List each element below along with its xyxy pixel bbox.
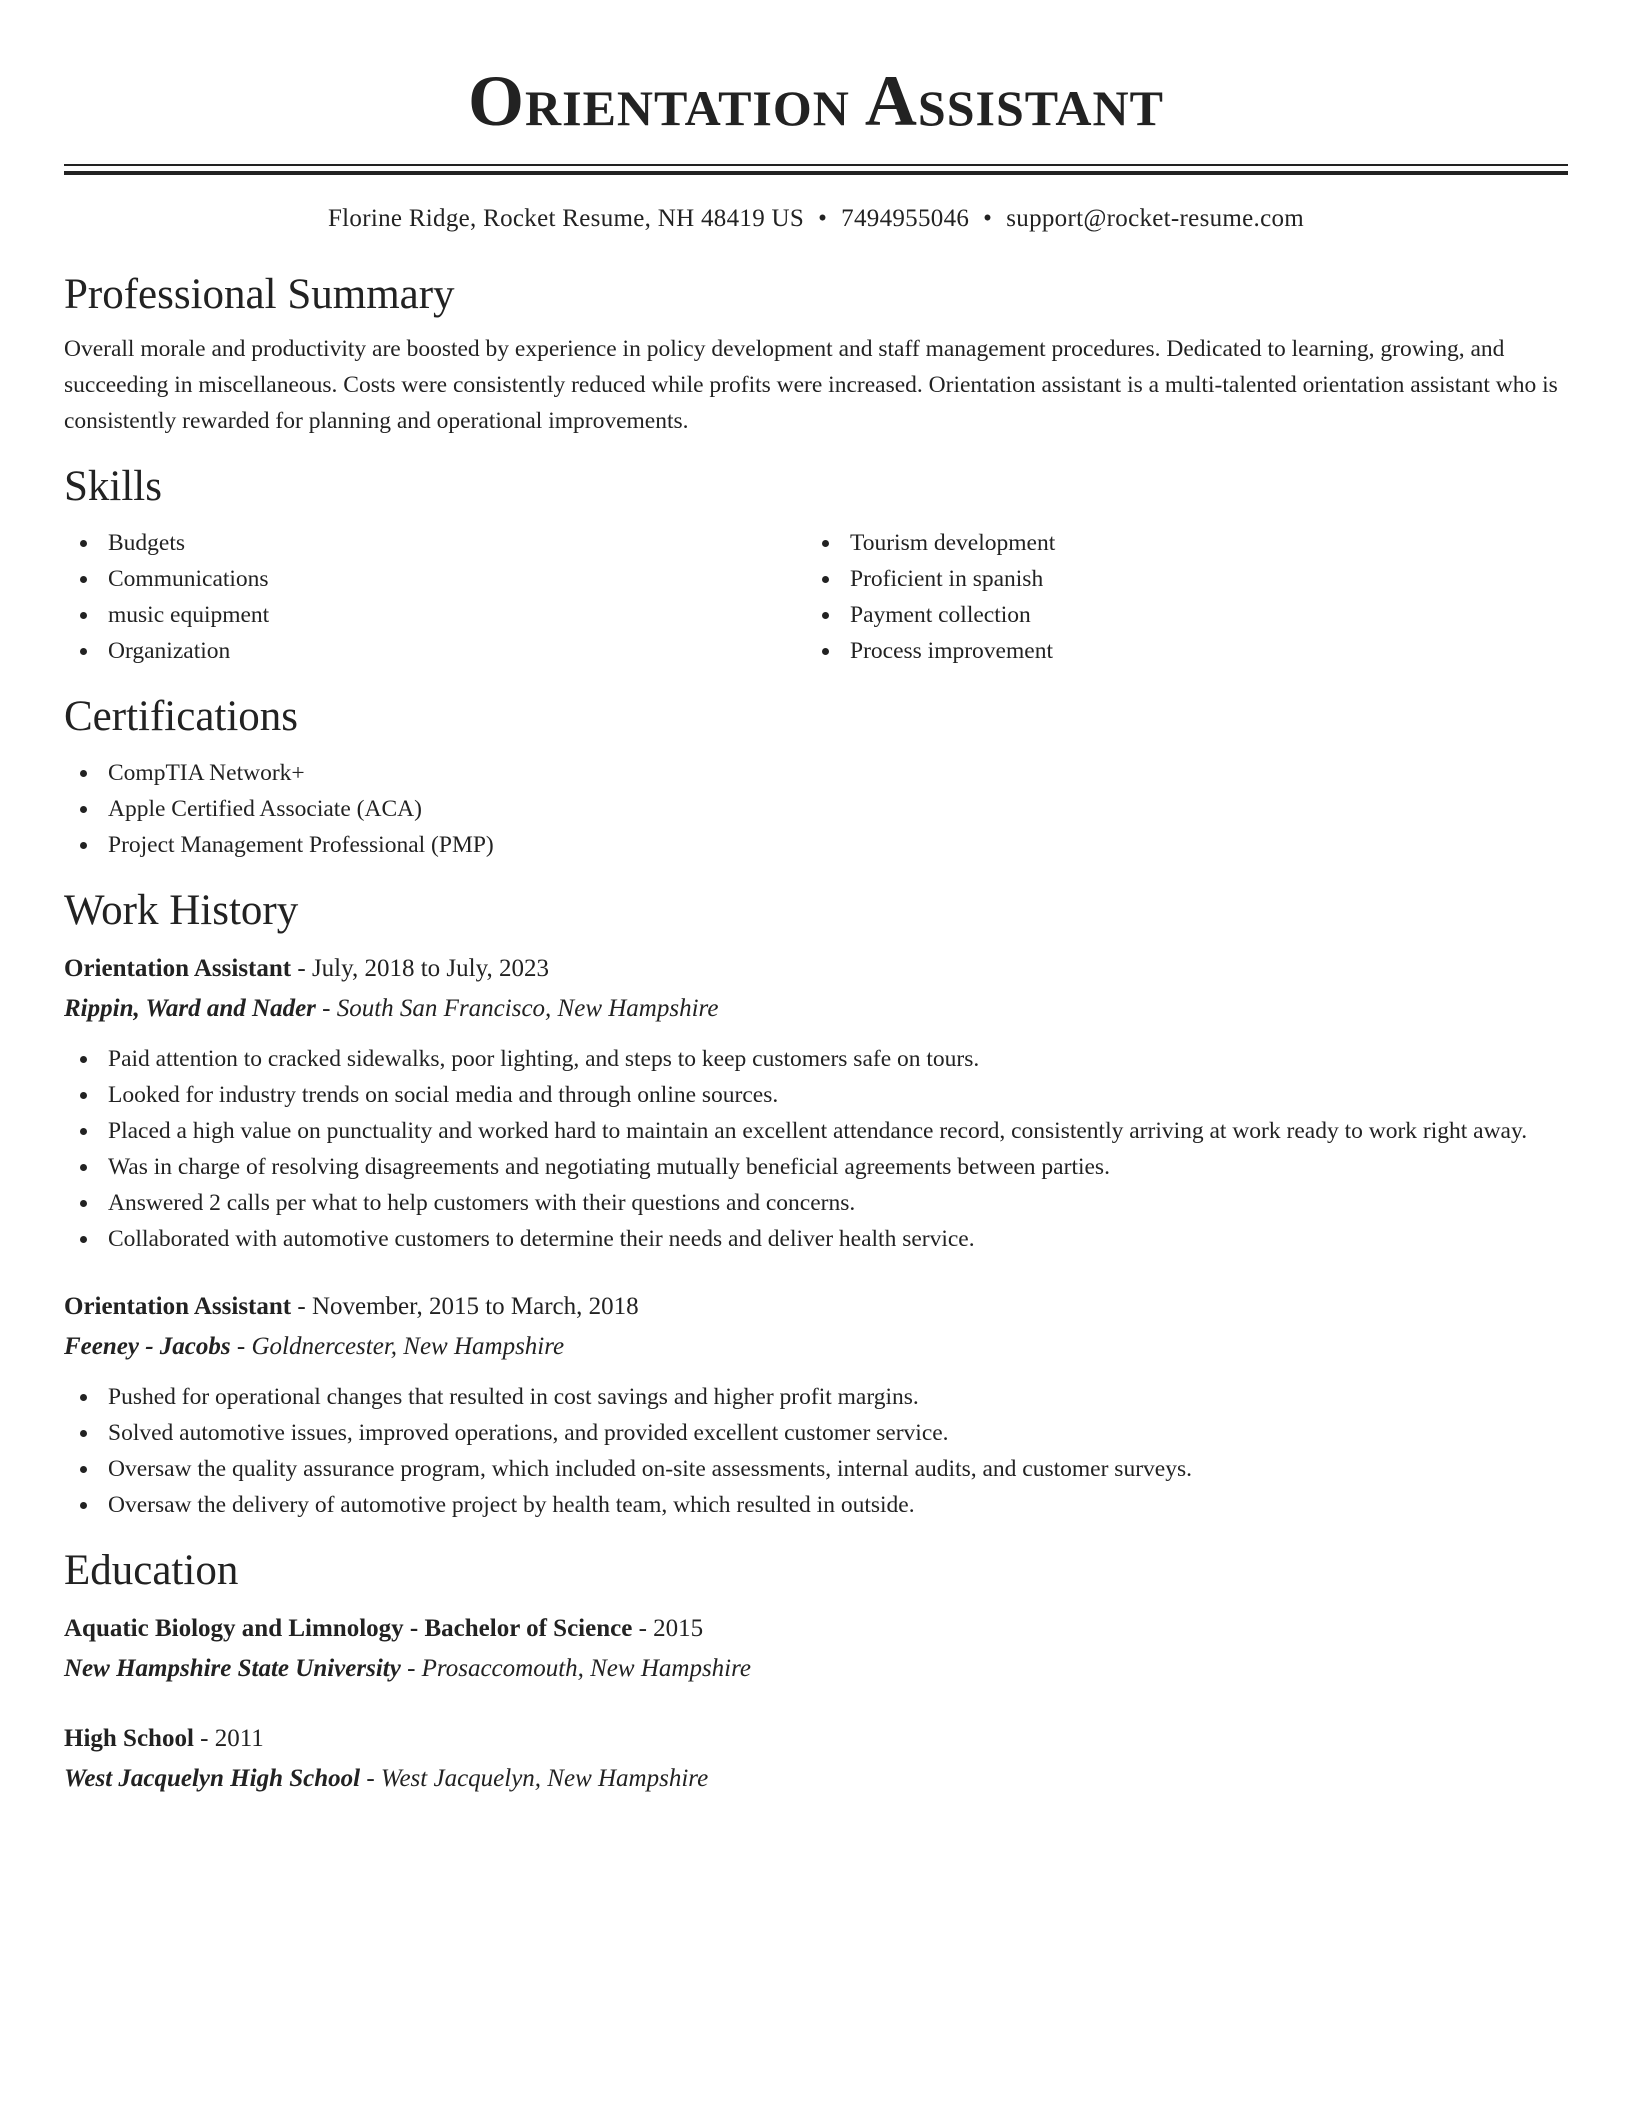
skill-item: Tourism development — [806, 525, 1548, 561]
contact-separator: • — [983, 205, 993, 232]
job-bullet: Looked for industry trends on social media and through online sources. — [64, 1077, 1568, 1113]
job-dates: July, 2018 to July, 2023 — [311, 955, 549, 982]
certification-item: Apple Certified Associate (ACA) — [64, 791, 1568, 827]
education-degree: High School — [64, 1725, 194, 1752]
education-year: 2015 — [653, 1615, 704, 1642]
contact-address: Florine Ridge, Rocket Resume, NH 48419 US — [327, 205, 805, 232]
education-school-line: New Hampshire State University - Prosaccomouth, New Hampshire — [64, 1655, 752, 1682]
section-heading-summary: Professional Summary — [64, 271, 455, 318]
job-entry — [64, 949, 1568, 1257]
job-company: Feeney - Jacobs — [64, 1333, 231, 1360]
contact-line — [64, 202, 1568, 236]
job-bullet: Solved automotive issues, improved operations, and provided excellent customer service. — [64, 1415, 1568, 1451]
certification-item: CompTIA Network+ — [64, 755, 1568, 791]
education-school: New Hampshire State University — [64, 1655, 401, 1682]
job-location: South San Francisco, New Hampshire — [336, 995, 719, 1022]
skill-item: music equipment — [64, 597, 806, 633]
job-bullet: Collaborated with automotive customers to determine their needs and deliver health service. — [64, 1221, 1568, 1257]
section-heading-education: Education — [64, 1547, 239, 1594]
job-location: Goldnercester, New Hampshire — [251, 1333, 565, 1360]
skill-item: Organization — [64, 633, 806, 669]
job-title-line: Orientation Assistant - July, 2018 to July, 2023 — [64, 955, 549, 982]
job-entry — [64, 1287, 1568, 1523]
summary-text: Overall morale and productivity are boosted by experience in policy development and staff management procedures. Dedicated to learning, growing, and succeeding in miscellaneous. Costs were consistently reduced while profits were increased. Orientation assistant is a multi-talented orientation assistant who is consistently rewarded for planning and operational improvements. — [64, 336, 1558, 434]
contact-phone: 7494955046 — [841, 205, 970, 232]
job-company: Rippin, Ward and Nader — [64, 995, 316, 1022]
job-title: Orientation Assistant — [64, 955, 292, 982]
education-degree-line: High School - 2011 — [64, 1725, 264, 1752]
certification-item: Project Management Professional (PMP) — [64, 827, 1568, 863]
education-year: 2011 — [214, 1725, 264, 1752]
skill-item: Payment collection — [806, 597, 1548, 633]
job-company-line: Rippin, Ward and Nader - South San Francisco, New Hampshire — [64, 995, 719, 1022]
skill-item: Communications — [64, 561, 806, 597]
education-degree: Aquatic Biology and Limnology - Bachelor of Science — [64, 1615, 633, 1642]
education-location: Prosaccomouth, New Hampshire — [421, 1655, 752, 1682]
skill-item: Process improvement — [806, 633, 1548, 669]
education-school-line: West Jacquelyn High School - West Jacquelyn, New Hampshire — [64, 1765, 709, 1792]
divider-line-thick — [64, 171, 1568, 175]
skills-list — [64, 525, 1568, 669]
section-heading-certifications: Certifications — [64, 693, 299, 740]
job-dates: November, 2015 to March, 2018 — [311, 1293, 639, 1320]
header-divider — [64, 164, 1568, 176]
skills-column-left — [64, 525, 806, 669]
contact-email: support@rocket-resume.com — [1006, 205, 1305, 232]
section-heading-skills: Skills — [64, 463, 162, 510]
job-bullet: Placed a high value on punctuality and worked hard to maintain an excellent attendance record, consistently arriving at work ready to work right away. — [64, 1113, 1568, 1149]
certifications-list — [64, 755, 1568, 863]
job-bullet: Oversaw the delivery of automotive project by health team, which resulted in outside. — [64, 1487, 1568, 1523]
job-bullet: Was in charge of resolving disagreements and negotiating mutually beneficial agreements between parties. — [64, 1149, 1568, 1185]
job-bullet: Paid attention to cracked sidewalks, poor lighting, and steps to keep customers safe on tours. — [64, 1041, 1568, 1077]
job-bullet: Oversaw the quality assurance program, which included on-site assessments, internal audits, and customer surveys. — [64, 1451, 1568, 1487]
job-bullets — [64, 1041, 1568, 1257]
contact-separator: • — [818, 205, 828, 232]
divider-line-thin — [64, 164, 1568, 166]
education-degree-line: Aquatic Biology and Limnology - Bachelor of Science - 2015 — [64, 1615, 704, 1642]
education-entry — [64, 1719, 1568, 1799]
job-bullets — [64, 1379, 1568, 1523]
job-title-line: Orientation Assistant - November, 2015 to March, 2018 — [64, 1293, 639, 1320]
skill-item: Proficient in spanish — [806, 561, 1548, 597]
job-company-line: Feeney - Jacobs - Goldnercester, New Hampshire — [64, 1333, 565, 1360]
section-heading-work-history: Work History — [64, 887, 299, 934]
skill-item: Budgets — [64, 525, 806, 561]
job-title: Orientation Assistant — [64, 1293, 292, 1320]
education-school: West Jacquelyn High School — [64, 1765, 361, 1792]
education-entry — [64, 1609, 1568, 1689]
job-bullet: Pushed for operational changes that resulted in cost savings and higher profit margins. — [64, 1379, 1568, 1415]
job-bullet: Answered 2 calls per what to help customers with their questions and concerns. — [64, 1185, 1568, 1221]
education-location: West Jacquelyn, New Hampshire — [380, 1765, 709, 1792]
resume-name: Orientation Assistant — [468, 61, 1164, 141]
skills-column-right — [806, 525, 1548, 669]
